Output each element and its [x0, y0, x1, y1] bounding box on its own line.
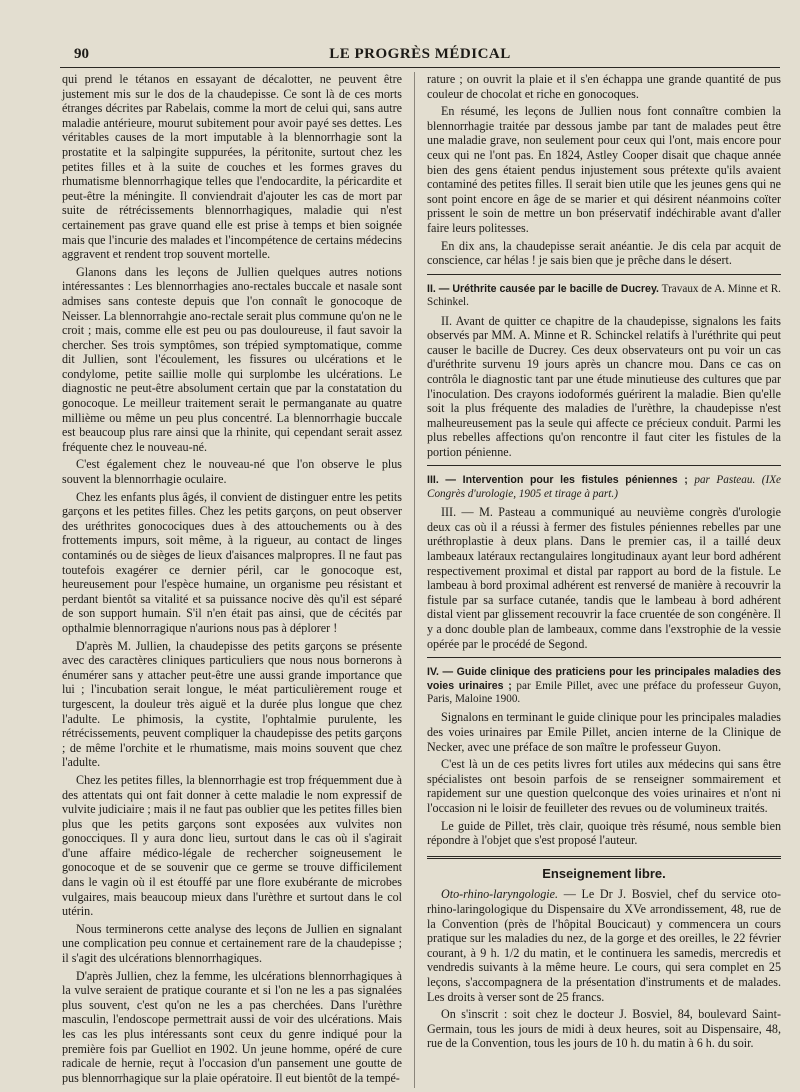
section-rule	[427, 657, 781, 658]
section-rule	[427, 274, 781, 275]
section-rule	[427, 465, 781, 466]
section-iv-body: Le guide de Pillet, très clair, quoique très résumé, nous semble bien répondre à l'objet que s'est proposé l'auteur.	[427, 818, 781, 848]
section-ii-body: II. Avant de quitter ce chapitre de la chaudepisse, signalons les faits observés par MM. A. Minne et R. Schinckel relatifs à l'uréthrite qui peut causer le bacille de Ducrey. Ces deux observateurs ont pu voir un cas d'uréthrite survenu 19 jours après un chancre mou. Dans ce cas on contrôla le diagnostic tant par une étude minutieuse des cultures que par l'inoculation. Des crayons iodoformés guérirent la maladie. Bien qu'elle soit la plus fréquente des maladies de l'urèthre, la chaudepisse n'est malheureusement pas la seule qui affecte ce précieux conduit. Parmi les plus rebelles affections qu'on rencontre il faut citer les fistules de la portion pénienne.	[427, 313, 781, 459]
paragraph: rature ; on ouvrit la plaie et il s'en échappa une grande quantité de pus couleur de chocolat et riche en gonocoques.	[427, 72, 781, 101]
section-iii-body: III. — M. Pasteau a communiqué au neuvième congrès d'urologie deux cas où il a réussi à fermer des fistules péniennes rebelles par une uréthroplastie à deux plans. Dans le premier cas, il a taillé deux lambeaux latéraux rectangulaires longitudinaux ayant leur bord adhérent respectivement proximal et distal par rapport au bord de la fistule. Le lambeau à bord proximal adhérent est renversé de manière à recouvrir la fistule par sa surface cutanée, tandis que le lambeau à bord adhérent distal vient par glissement recouvrir la face cruentée de son congénère. Il y a donc double plan de lambeaux, comme dans l'exstrophie de la vessie opérée par le procédé de Segond.	[427, 505, 781, 651]
section-iv-title: IV. — Guide clinique des praticiens pour les principales maladies des voies urinaires ;	[427, 666, 781, 692]
paragraph: qui prend le tétanos en essayant de décalotter, ne peuvent être justement mis sur le dos de la chaudepisse. Ce sont là de ces morts étranges décrites par Rabelais, comme la mort de celui qui, sans autre maladie antérieure, mourut subitement pour avoir payé ses dettes. Les véritables causes de la mort imputable à la blennorrhagie sont la prostatite et la salpingite suppurées, la péritonite, surtout chez les petites filles et à la suite de couches et les formes graves du rhumatisme blennorrhagique telles que l'endocardite, la péricardite et peut-être la méningite. Il conviendrait d'ajouter les cas de mort par suite de rétrécissements blennorrhagiques, maladie qui n'est certainement pas grave quand elle est prise à temps et bien soignée mais que l'incurie des malades et l'incompétence de certains médecins aggravent et rendent trop souvent mortelle.	[62, 72, 402, 262]
paragraph: Glanons dans les leçons de Jullien quelques autres notions intéressantes : Les blennorrhagies ano-rectales buccale et nasale sont admises sans conteste depuis que l'on connaît le gonocoque de Neisser. La blennorrahgie ano-rectale serait plus commune qu'on ne le croit ; mais, comme elle est peu ou pas douloureuse, il faut savoir la chercher. Ses trois symptômes, son trépied symptomatique, comme dit Jullien, sont l'écoulement, les fissures ou ulcérations et le condylome, petite saillie molle qui surplombe les ulcérations. Le diagnostic ne peut-être absolument certain que par la constatation du gonocoque. Le meilleur traitement serait le permanganate au quatre millième ou même un peu plus concentré. La blennorrhagie buccale est beaucoup plus rare ainsi que la rhinite, qui cependant serait assez fréquente chez le nouveau-né.	[62, 264, 403, 454]
page-number: 90	[74, 46, 89, 62]
section-iv-heading	[427, 666, 781, 706]
enseignement-lead: Oto-rhino-laryngologie.	[441, 887, 559, 902]
enseignement-paragraph	[427, 887, 781, 1004]
section-iii-reference: par Pasteau. (IXe Congrès d'urologie, 1905 et tirage à part.)	[427, 474, 782, 500]
right-column	[427, 72, 781, 1088]
enseignement-title: Enseignement libre.	[542, 865, 666, 881]
section-ii-reference: Travaux de A. Minne et R. Schinkel.	[427, 282, 781, 309]
header-rule	[60, 67, 780, 68]
page-header	[60, 44, 780, 66]
paragraph: Chez les enfants plus âgés, il convient de distinguer entre les petits garçons et les petites filles. Chez les petits garçons, on peut observer des uréthrites gonocociques dues à des attouchements ou à des frottements impurs, soit même, à la rigueur, au contact de linges contaminés ou de sièges de lieux d'aisances malpropres. Il ne faut pas toutefois exagérer ce dernier péril, car le gonocoque est, heureusement pour l'espèce humaine, un organisme peu résistant et perdant bientôt sa vitalité et sa puissance nocive dès qu'il est séparé de son support humain. S'il n'en était pas ainsi, que de cécités par opthalmie blennorragique n'aurions nous pas à déplorer !	[62, 489, 402, 635]
left-column	[62, 72, 402, 1088]
section-iii-title: III. — Intervention pour les fistules péniennes ;	[427, 474, 688, 487]
enseignement-text: — Le Dr J. Bosviel, chef du service oto-rhino-laringologique du Dispensaire du XVe arrondissement, 48, rue de la Convention (près de l'hôpital Boucicaut) y commencera un cours pratique sur les maladies du nez, de la gorge et des oreilles, le 22 février courant, à 9 h. 1/2 du matin, et le continuera les samedis, mercredis et vendredis suivants à la même heure. Le cours, qui sera complet en 25 leçons, s'accompagnera de la présentation d'instruments et de malades. Les droits à verser sont de 25 francs.	[427, 887, 781, 1004]
paragraph: D'après M. Jullien, la chaudepisse des petits garçons se présente avec des caractères cliniques particuliers que nous nous bornerons à énumérer sans y attacher peut-être une aussi grande importance que lui ; l'incubation serait longue, le méat particulièrement rouge et turgescent, la douleur très aiguë et la durée plus longue que chez l'adulte. Le phimosis, la cystite, l'ophtalmie purulente, les rétrécissements, peuvent compliquer la chaudepisse des petits garçons ; de même l'orchite et le rhumatisme, mais moins souvent que chez l'adulte.	[62, 638, 402, 770]
paragraph: Chez les petites filles, la blennorrhagie est trop fréquemment due à des attentats qui ont fait donner à cette maladie le nom expressif de vulvite judiciaire ; mais il ne faut pas oublier que les petites filles bien plus que les petits garçons sont exposées aux vulvites non gonocciques. Il y aura donc lieu, surtout dans le cas où il s'agirait d'une affaire médico-légale de rechercher soigneusement le gonocoque et de se souvenir que ce germe se trouve difficilement dans le vagin où il est étouffé par une flore exubérante de microbes vulgaires, mais beaucoup mieux dans l'urèthre et surtout dans le col utérin.	[62, 772, 402, 919]
section-iv-body: C'est là un de ces petits livres fort utiles aux médecins qui sans être spécialistes ont besoin parfois de se renseigner sommairement et rapidement sur une question quelconque des voies urinaires et n'ont ni l'occasion ni le loisir de feuilleter des revues ou de volumineux traités.	[427, 757, 781, 815]
section-ii-heading	[427, 283, 781, 310]
enseignement-paragraph: On s'inscrit : soit chez le docteur J. Bosviel, 84, boulevard Saint-Germain, tous les jours de midi à deux heures, soit au Dispensaire, 48, rue de la Convention, tous les jours de 10 h. du matin à 6 h. du soir.	[427, 1007, 781, 1051]
paragraph: En dix ans, la chaudepisse serait anéantie. Je dis cela par acquit de conscience, car hélas ! je sais bien que je prêche dans le désert.	[427, 238, 781, 268]
section-iv-reference: par Emile Pillet, avec une préface du professeur Guyon, Paris, Maloine 1900.	[427, 679, 781, 706]
section-iv-body: Signalons en terminant le guide clinique pour les principales maladies des voies urinaires par Emile Pillet, ancien interne de la Clinique de Necker, avec une préface de son maître le professeur Guyon.	[427, 710, 781, 754]
double-rule	[427, 856, 781, 859]
column-divider	[414, 72, 415, 1088]
paragraph: C'est également chez le nouveau-né que l'on observe le plus souvent la blennorrhagie oculaire.	[62, 457, 402, 487]
paragraph: D'après Jullien, chez la femme, les ulcérations blennorrhagiques à la vulve seraient de pratique courante et si l'on ne les a pas signalées plus souvent, c'est qu'on ne les a pas cherchées. Dans l'urèthre masculin, l'endoscope permettrait aussi de voir des ulcérations. Mais les cas les plus intéressants sont ceux du genre indiqué pour la première fois par Guelliot en 1902. Un jeune homme, opéré de cure radicale de hernie, reçut à l'occasion d'un pansement une goutte de pus blennorrhagique sur la plaie opératoire. Il eut bientôt de la tempé-	[62, 968, 402, 1085]
paragraph: En résumé, les leçons de Jullien nous font connaître combien la blennorrhagie traitée par dessous jambe par tant de malades peut être une maladie grave, non seulement pour ceux qui l'ont, mais encore pour ceux qui ne l'ont pas. En 1824, Astley Cooper disait que chaque année bien des gens étaient pendus injustement sous prétexte qu'ils avaient contaminé des petites filles. Il serait bien utile que les jeunes gens qui ne sont point encore en âge de se marier et qui désirent néanmoins coïter prissent le soin de mettre un bon préservatif indéchirable avant d'aller faire leurs politesses.	[427, 104, 781, 235]
section-ii-title: II. — Uréthrite causée par le bacille de Ducrey.	[427, 282, 659, 295]
running-title: LE PROGRÈS MÉDICAL	[329, 46, 511, 62]
section-iii-heading	[427, 474, 781, 501]
paragraph: Nous terminerons cette analyse des leçons de Jullien en signalant une complication peu connue et certainement rare de la chaudepisse ; il s'agit des ulcérations blennorrhagiques.	[62, 921, 402, 966]
